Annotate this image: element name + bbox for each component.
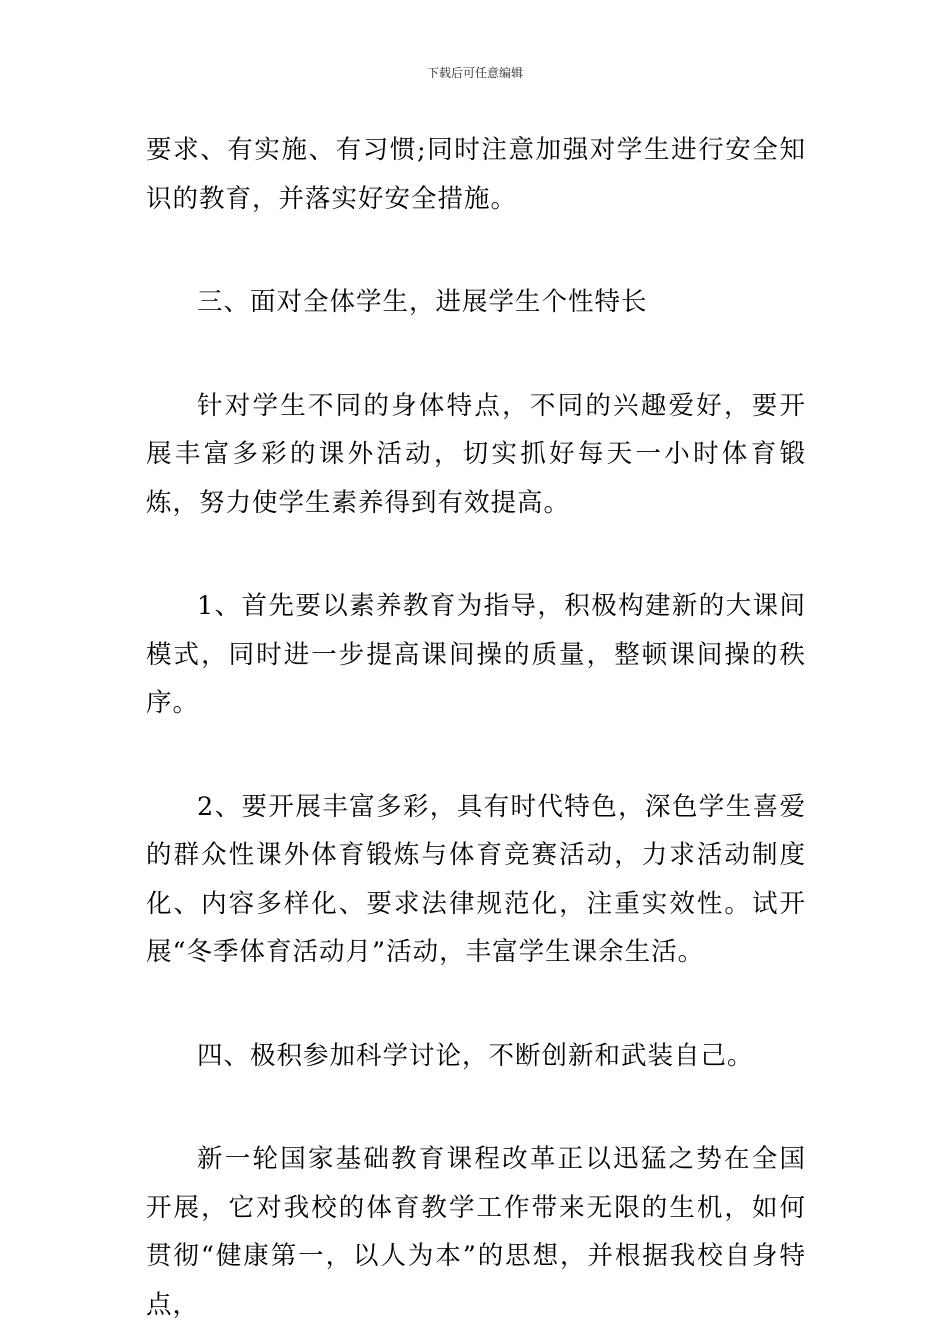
paragraph-gap [146, 1080, 806, 1135]
paragraph-gap [146, 527, 806, 582]
paragraph: 新一轮国家基础教育课程改革正以迅猛之势在全国开展，它对我校的体育教学工作带来无限的生机，如何贯彻“健康第一，以人为本”的思想，并根据我校自身特点， [146, 1144, 806, 1320]
paragraph-gap [146, 728, 806, 783]
list-item-1: 1、首先要以素养教育为指导，积极构建新的大课间模式，同时进一步提高课间操的质量，整顿课间操的秩序。 [146, 591, 806, 718]
page-header: 下载后可任意编辑 [426, 66, 523, 80]
paragraph-gap [146, 977, 806, 1032]
paragraph-gap [146, 223, 806, 278]
paragraph-continuation: 要求、有实施、有习惯;同时注意加强对学生进行安全知识的教育，并落实好安全措施。 [146, 135, 806, 214]
paragraph: 针对学生不同的身体特点，不同的兴趣爱好，要开展丰富多彩的课外活动，切实抓好每天一小时体育锻炼，努力使学生素养得到有效提高。 [146, 390, 806, 518]
list-item-2: 2、要开展丰富多彩，具有时代特色，深色学生喜爱的群众性课外体育锻炼与体育竞赛活动，力求活动制度化、内容多样化、要求法律规范化，注重实效性。试开展“冬季体育活动月”活动，丰富学生课余生活。 [146, 791, 806, 967]
section-heading-four: 四、极积参加科学讨论，不断创新和武装自己。 [197, 1040, 754, 1071]
paragraph-gap [146, 327, 806, 382]
section-heading-three: 三、面对全体学生，进展学生个性特长 [197, 287, 648, 317]
document-body [146, 126, 806, 1329]
